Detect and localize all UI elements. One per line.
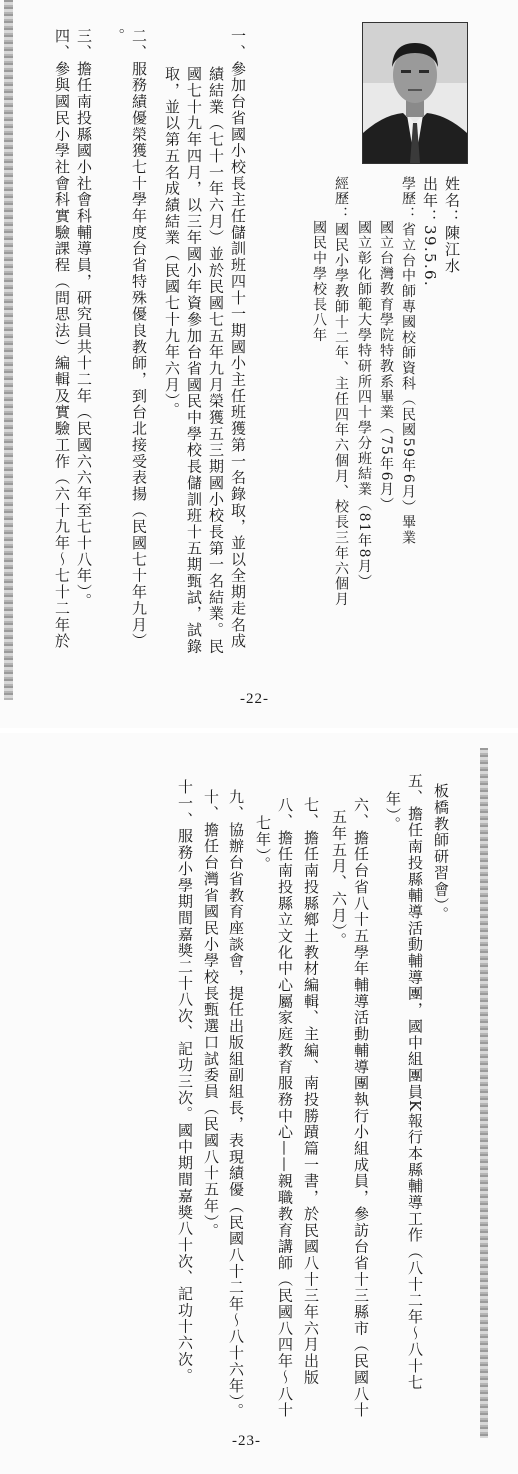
item-8-line-a: 八、擔任南投縣立文化中心屬家庭教育服務中心——親職教育講師（民國八四年～八十 (276, 797, 294, 1419)
item-1-line-b: 績結業（七十一年六月）並於民國七五年九月榮獲五三期國小校長第一名結業。民 (207, 66, 225, 655)
page-23 (0, 733, 518, 1474)
education-line-2: 國立台灣教育學院特教系畢業（75年6月） (378, 220, 394, 513)
education-line-3: 國立彰化師範大學特研所四十學分班結業（81年8月） (356, 220, 372, 590)
item-3-line: 三、擔任南投縣國小社會科輔導員，研究員共十二年（民國六六年至七十八年）。 (75, 28, 93, 610)
page-number-23: -23- (232, 1433, 261, 1449)
item-2-end: 。 (108, 28, 126, 45)
birth-line: 出年：39.5.6. (421, 176, 439, 287)
item-5-line-b: 年）。 (384, 791, 402, 833)
item-8-line-b: 七年）。 (254, 815, 272, 873)
page-22 (0, 0, 518, 728)
item-7-line: 七、擔任南投縣鄉土教材編輯、主編、南投勝蹟篇一書，於民國八十三年六月出版 (302, 797, 320, 1386)
item-6-line-a: 六、擔任台省八十五學年輔導活動輔導團執行小組成員，參訪台省十三縣市（民國八十 (352, 797, 370, 1419)
scan-edge-left (4, 0, 13, 700)
item-5-line-a: 五、擔任南投縣輔導活動輔導團，國中組團員K報行本縣輔導工作（八十二年～八十七 (406, 773, 424, 1391)
item-4-line-a: 四、參與國民小學社會科實驗課程（問思法）編輯及實驗工作（六十九年～七十二年於 (53, 28, 71, 650)
education-line-1: 學歷：省立台中師專國校師資科（民國59年6月）畢業 (400, 176, 416, 546)
item-1-line-a: 一、參加台省國小校長主任儲訓班四十一期國小主任班獲第一名錄取，並以全期走名成 (229, 28, 247, 650)
page-number-22: -22- (240, 691, 269, 707)
item-2-line: 二、服務績優榮獲七十學年度台省特殊優良教師，到台北接受表揚（民國七十年九月） (130, 28, 148, 650)
name-line: 姓名：陳江水 (443, 176, 461, 275)
experience-line-2: 國民中學校長八年 (311, 220, 327, 344)
experience-line-1: 經歷：國民小學教師十二年、主任四年六個月、校長三年六個月 (333, 176, 349, 608)
item-6-line-b: 五年五月、六月）。 (330, 809, 348, 949)
scan-edge-right (480, 748, 488, 1438)
item-1-line-c: 國七十九年四月，以三年國小年資參加台省國民中學校長儲訓班十五期甄試，試錄 (185, 66, 203, 655)
item-9-line: 九、協辦台省教育座談會，提任出版組副組長，表現績優（民國八十二年～八十六年）。 (227, 789, 245, 1420)
item-11-line: 十一、服務小學期間嘉獎二十八次、記功三次。國中期間嘉獎八十次、記功十六次。 (176, 779, 194, 1384)
item-1-line-d: 取，並以第五名成績結業（民國七十九年六月）。 (163, 66, 181, 419)
portrait-photo (362, 22, 468, 164)
item-4-line-b: 板橋教師研習會）。 (432, 783, 450, 923)
item-10-line: 十、擔任台灣省國民小學校長甄選口試委員（民國八十五年）。 (202, 789, 220, 1240)
